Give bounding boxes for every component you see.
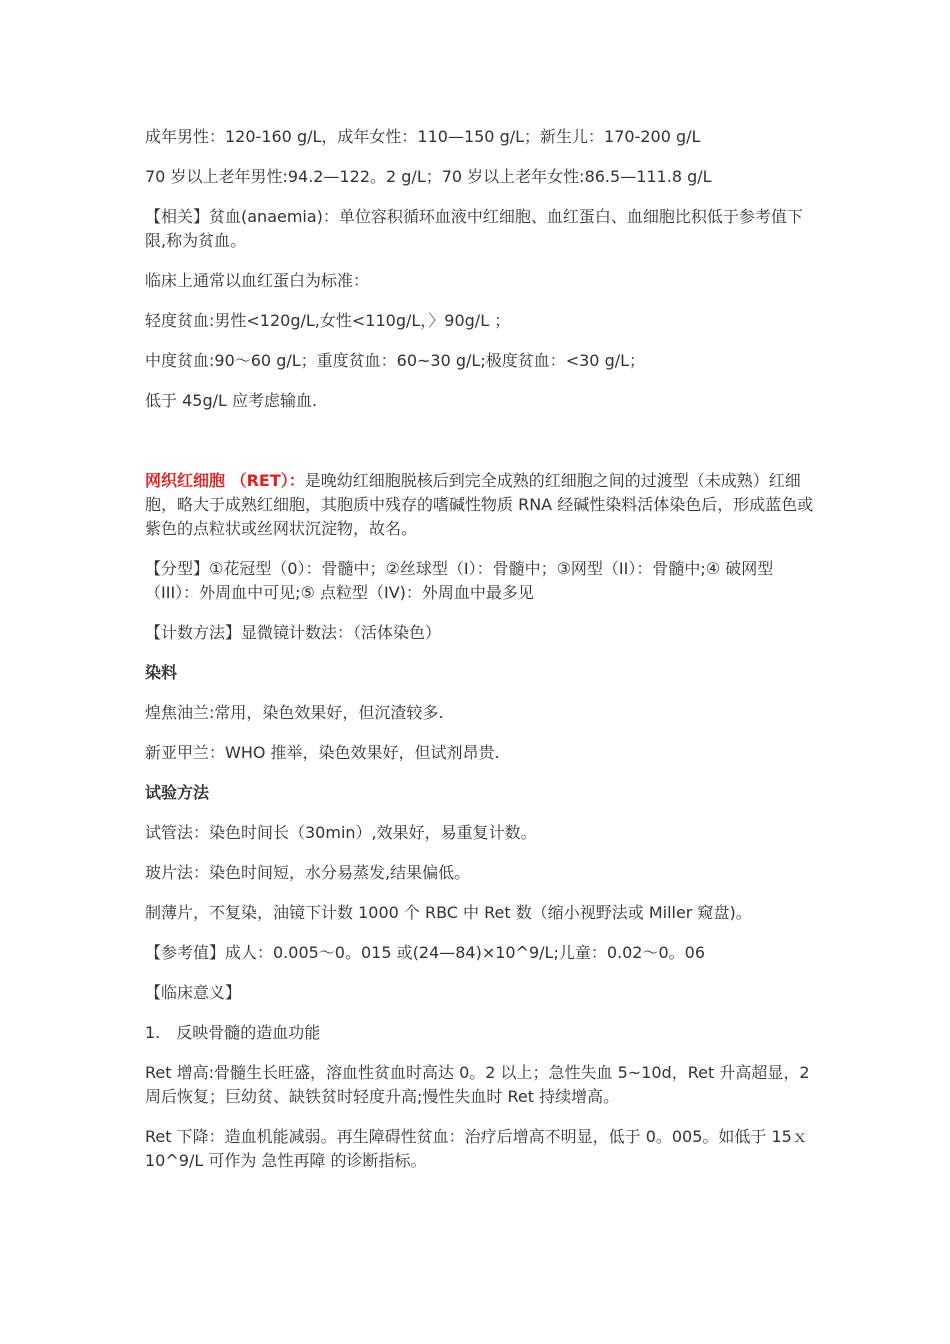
paragraph-transfusion-threshold: 低于 45g/L 应考虑输血. xyxy=(145,391,318,410)
paragraph-hb-elderly-ref: 70 岁以上老年男性:94.2—122。2 g/L；70 岁以上老年女性:86.5—111.8 g/L xyxy=(145,167,712,186)
document-body xyxy=(145,125,817,1189)
paragraph-moderate-severe-anemia: 中度贫血:90～60 g/L；重度贫血：60~30 g/L;极度贫血：<30 g/L； xyxy=(145,351,646,370)
list-item-1: 1. 反映骨髓的造血功能 xyxy=(145,1023,321,1042)
paragraph-clinical-significance: 【临床意义】 xyxy=(145,983,242,1002)
paragraph-reference-values: 【参考值】成人：0.005～0。015 或(24—84)×10^9/L;儿童：0.02～0。06 xyxy=(145,943,706,962)
ret-description: 是晚幼红细胞脱核后到完全成熟的红细胞之间的过渡型（未成熟）红细胞，略大于成熟红细胞，其胞质中残存的嗜碱性物质 RNA 经碱性染料活体染色后，形成蓝色或紫色的点粒状或丝网状沉淀物，故名。 xyxy=(145,471,814,538)
paragraph-counting-procedure: 制薄片，不复染，油镜下计数 1000 个 RBC 中 Ret 数（缩小视野法或 Miller 窥盘)。 xyxy=(145,903,752,922)
paragraph-anemia-standard: 临床上通常以血红蛋白为标准： xyxy=(145,271,370,290)
paragraph-ret-decrease: Ret 下降：造血机能减弱。再生障碍性贫血：治疗后增高不明显，低于 0。005。如低于 15ｘ10^9/L 可作为 急性再障 的诊断指标。 xyxy=(145,1127,808,1170)
paragraph-dye-2: 新亚甲兰：WHO 推举，染色效果好，但试剂昂贵. xyxy=(145,743,500,762)
section-gap xyxy=(145,429,817,469)
paragraph-dye-1: 煌焦油兰:常用，染色效果好，但沉渣较多. xyxy=(145,703,444,722)
paragraph-ret-types: 【分型】①花冠型（0）：骨髓中；②丝球型（I）：骨髓中；③网型（II）：骨髓中;④ 破网型（III）：外周血中可见;⑤ 点粒型（IV)：外周血中最多见 xyxy=(145,559,774,602)
paragraph-counting-method: 【计数方法】显微镜计数法：（活体染色） xyxy=(145,623,442,642)
heading-dyes: 染料 xyxy=(145,663,178,682)
paragraph-slide-method: 玻片法：染色时间短，水分易蒸发,结果偏低。 xyxy=(145,863,471,882)
heading-test-methods: 试验方法 xyxy=(145,783,210,802)
paragraph-ret-definition xyxy=(145,469,817,541)
ret-term: 网织红细胞 （RET）： xyxy=(145,471,305,490)
paragraph-ret-increase: Ret 增高:骨髓生长旺盛，溶血性贫血时高达 0。2 以上；急性失血 5~10d，Ret 升高超显，2 周后恢复；巨幼贫、缺铁贫时轻度升高;慢性失血时 Ret 持续增高。 xyxy=(145,1063,810,1106)
paragraph-anemia-definition: 【相关】贫血(anaemia)：单位容积循环血液中红细胞、血红蛋白、血细胞比积低于参考值下限,称为贫血。 xyxy=(145,207,803,250)
paragraph-mild-anemia: 轻度贫血:男性<120g/L,女性<110g/L，〉90g/L ； xyxy=(145,311,511,330)
paragraph-hb-adult-ref: 成年男性：120-160 g/L，成年女性：110—150 g/L；新生儿：170-200 g/L xyxy=(145,127,701,146)
paragraph-tube-method: 试管法：染色时间长（30min）,效果好，易重复计数。 xyxy=(145,823,537,842)
